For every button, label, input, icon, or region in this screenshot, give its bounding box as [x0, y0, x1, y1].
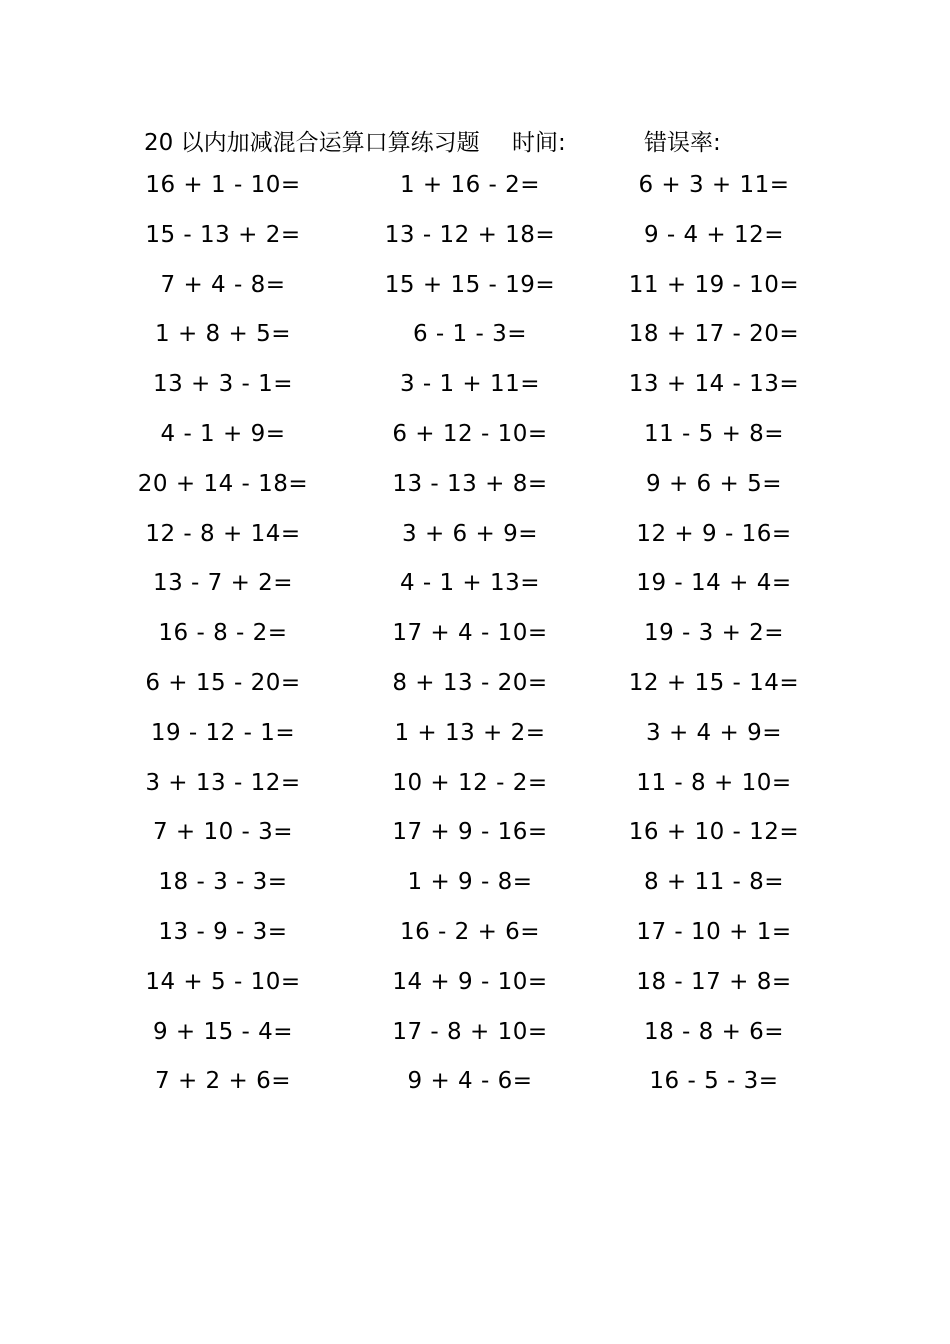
problem-item: 12 + 9 - 16= — [636, 520, 792, 547]
problem-item: 3 + 4 + 9= — [646, 719, 782, 746]
problem-item: 11 - 8 + 10= — [636, 769, 792, 796]
problem-item: 1 + 8 + 5= — [155, 321, 291, 348]
problem-item: 6 + 15 - 20= — [145, 669, 301, 696]
problem-item: 18 + 17 - 20= — [628, 321, 800, 348]
problem-item: 8 + 13 - 20= — [392, 669, 548, 696]
problem-row — [0, 865, 950, 915]
problem-row — [0, 517, 950, 567]
problem-item: 16 - 8 - 2= — [158, 620, 288, 647]
problem-item: 20 + 14 - 18= — [137, 470, 309, 497]
problem-row — [0, 566, 950, 616]
problem-item: 6 + 3 + 11= — [638, 172, 790, 198]
problem-item: 3 + 6 + 9= — [402, 520, 538, 547]
problem-row — [0, 417, 950, 467]
problem-grid — [0, 168, 950, 1114]
problem-item: 17 - 10 + 1= — [636, 918, 792, 945]
problem-row — [0, 616, 950, 666]
problem-item: 9 + 6 + 5= — [646, 470, 782, 497]
problem-row — [0, 1064, 950, 1114]
problem-row — [0, 317, 950, 367]
problem-item: 17 - 8 + 10= — [392, 1018, 548, 1045]
problem-item: 13 - 9 - 3= — [158, 918, 288, 945]
problem-item: 8 + 11 - 8= — [643, 869, 785, 896]
problem-row — [0, 467, 950, 517]
problem-item: 12 - 8 + 14= — [145, 520, 301, 547]
problem-item: 13 - 12 + 18= — [384, 221, 556, 248]
problem-row — [0, 1015, 950, 1065]
problem-row — [0, 666, 950, 716]
problem-row — [0, 218, 950, 268]
problem-item: 3 + 13 - 12= — [145, 769, 301, 796]
problem-item: 11 - 5 + 8= — [643, 420, 785, 447]
problem-row — [0, 766, 950, 816]
worksheet-title: 20 以内加减混合运算口算练习题 — [144, 130, 480, 156]
problem-item: 13 + 14 - 13= — [628, 371, 800, 398]
problem-row — [0, 965, 950, 1015]
problem-item: 13 - 7 + 2= — [152, 570, 294, 597]
problem-item: 15 + 15 - 19= — [384, 271, 556, 298]
problem-item: 18 - 3 - 3= — [158, 869, 288, 896]
problem-item: 4 - 1 + 13= — [399, 570, 541, 597]
problem-item: 14 + 5 - 10= — [145, 968, 301, 995]
problem-item: 6 - 1 - 3= — [412, 321, 527, 348]
problem-item: 4 - 1 + 9= — [160, 420, 286, 447]
problem-item: 13 + 3 - 1= — [152, 371, 294, 398]
problem-item: 1 + 16 - 2= — [399, 172, 541, 198]
problem-item: 9 + 15 - 4= — [152, 1018, 294, 1045]
problem-item: 1 + 9 - 8= — [407, 869, 533, 896]
problem-row — [0, 716, 950, 766]
problem-item: 19 - 3 + 2= — [643, 620, 785, 647]
problem-item: 19 - 12 - 1= — [150, 719, 296, 746]
problem-item: 11 + 19 - 10= — [628, 271, 800, 298]
problem-item: 16 + 10 - 12= — [628, 819, 800, 846]
problem-item: 17 + 4 - 10= — [392, 620, 548, 647]
problem-item: 12 + 15 - 14= — [628, 669, 800, 696]
time-label: 时间: — [512, 130, 566, 156]
problem-item: 18 - 8 + 6= — [643, 1018, 785, 1045]
problem-item: 17 + 9 - 16= — [392, 819, 548, 846]
problem-item: 9 - 4 + 12= — [643, 221, 785, 248]
problem-item: 6 + 12 - 10= — [392, 420, 548, 447]
problem-item: 14 + 9 - 10= — [392, 968, 548, 995]
problem-item: 18 - 17 + 8= — [636, 968, 792, 995]
problem-item: 13 - 13 + 8= — [392, 470, 548, 497]
problem-item: 9 + 4 - 6= — [407, 1068, 533, 1095]
problem-item: 7 + 4 - 8= — [160, 271, 286, 298]
problem-row — [0, 367, 950, 417]
problem-item: 16 - 2 + 6= — [399, 918, 541, 945]
problem-item: 7 + 2 + 6= — [155, 1068, 291, 1095]
problem-item: 10 + 12 - 2= — [392, 769, 548, 796]
problem-item: 19 - 14 + 4= — [636, 570, 792, 597]
problem-item: 15 - 13 + 2= — [145, 221, 301, 248]
problem-item: 16 - 5 - 3= — [649, 1068, 779, 1095]
problem-item: 16 + 1 - 10= — [145, 172, 301, 198]
problem-item: 3 - 1 + 11= — [399, 371, 541, 398]
problem-row — [0, 815, 950, 865]
error-rate-label: 错误率: — [644, 130, 721, 156]
problem-row — [0, 915, 950, 965]
problem-item: 1 + 13 + 2= — [394, 719, 546, 746]
problem-row — [0, 168, 950, 218]
problem-item: 7 + 10 - 3= — [152, 819, 294, 846]
problem-row — [0, 268, 950, 318]
